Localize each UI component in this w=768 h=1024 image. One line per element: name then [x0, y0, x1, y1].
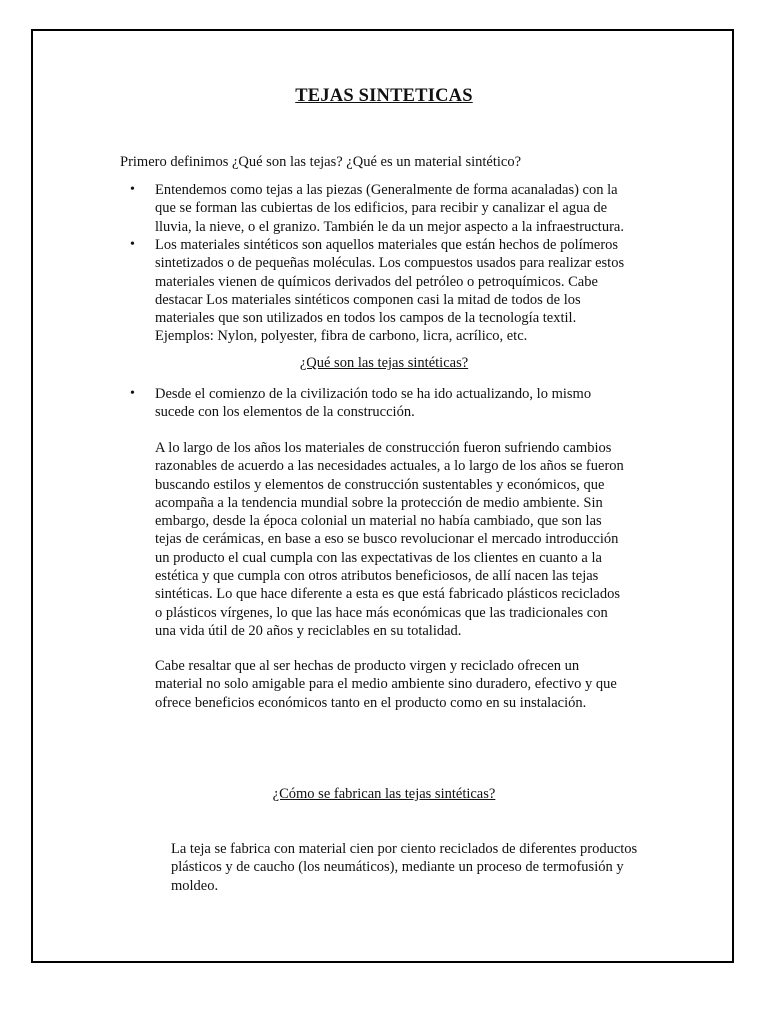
section-heading-como-se-fabrican: ¿Cómo se fabrican las tejas sintéticas?: [272, 786, 496, 802]
text-line: Desde el comienzo de la civilización todo se ha ido actualizando, lo mismo: [155, 386, 592, 402]
text-line: La teja se fabrica con material cien por ciento reciclados de diferentes productos: [171, 841, 638, 857]
text-line: moldeo.: [171, 877, 219, 894]
paragraph-manufacturing: [171, 840, 681, 895]
text-line: ofrece beneficios económicos tanto en el producto como en su instalación.: [155, 694, 587, 711]
bullet-item-synthetic-materials: [155, 236, 665, 346]
text-line: materiales que son utilizados en todos los campos de la tecnología textil.: [155, 310, 577, 327]
text-line: acompaña a la tendencia mundial sobre la protección de medio ambiente. Sin: [155, 494, 603, 511]
bullet-marker: •: [130, 386, 135, 401]
text-line: A lo largo de los años los materiales de construcción fueron sufriendo cambios: [155, 440, 612, 456]
text-line: buscando estilos y elementos de construcción sustentables y económicos, que: [155, 476, 605, 493]
text-line: lluvia, la nieve, o el granizo. También le da un mejor aspecto a la infraestructura.: [155, 218, 624, 235]
text-line: que se forman las cubiertas de los edificios, para recibir y canalizar el agua de: [155, 200, 608, 217]
bullet-marker: •: [130, 182, 135, 197]
bullet-item-civilization: [155, 385, 665, 422]
text-line: una vida útil de 20 años y reciclables en su totalidad.: [155, 622, 462, 639]
text-line: Ejemplos: Nylon, polyester, fibra de carbono, licra, acrílico, etc.: [155, 328, 528, 345]
bullet-item-tejas-definition: [155, 181, 665, 236]
text-line: plásticos y de caucho (los neumáticos), mediante un proceso de termofusión y: [171, 859, 624, 876]
text-line: sucede con los elementos de la construcción.: [155, 404, 415, 421]
text-line: sintéticas. Lo que hace diferente a esta es que está fabricado plásticos reciclados: [155, 586, 620, 603]
paragraph-materials-history: [155, 439, 665, 640]
text-line: embargo, desde la época colonial un material no había cambiado, que son las: [155, 513, 602, 530]
text-line: estética y que cumpla con otros atributos beneficiosos, de allí nacen las tejas: [155, 568, 599, 585]
text-line: sintetizados o de pequeñas moléculas. Los compuestos usados para realizar estos: [155, 255, 625, 272]
text-line: Entendemos como tejas a las piezas (Generalmente de forma acanaladas) con la: [155, 182, 618, 198]
text-line: destacar Los materiales sintéticos componen casi la mitad de todos de los: [155, 291, 581, 308]
paragraph-benefits: [155, 657, 665, 712]
text-line: o plásticos vírgenes, lo que las hace más económicas que las tradicionales con: [155, 604, 608, 621]
section-heading-que-son: ¿Qué son las tejas sintéticas?: [299, 355, 469, 371]
text-line: razonables de acuerdo a las necesidades actuales, a lo largo de los años se fueron: [155, 458, 624, 475]
text-line: un producto el cual cumpla con las expectativas de los clientes en cuanto a la: [155, 549, 602, 566]
text-line: Los materiales sintéticos son aquellos materiales que están hechos de polímeros: [155, 237, 619, 253]
intro-line: Primero definimos ¿Qué son las tejas? ¿Qué es un material sintético?: [120, 154, 522, 170]
text-line: tejas de cerámicas, en base a eso se busco revolucionar el mercado introducción: [155, 531, 619, 548]
document-title: TEJAS SINTETICAS: [295, 86, 473, 106]
bullet-marker: •: [130, 237, 135, 252]
text-line: materiales vienen de químicos derivados del petróleo o petroquímicos. Cabe: [155, 273, 598, 290]
text-line: Cabe resaltar que al ser hechas de producto virgen y reciclado ofrecen un: [155, 658, 580, 674]
text-line: material no solo amigable para el medio ambiente sino duradero, efectivo y que: [155, 676, 617, 693]
